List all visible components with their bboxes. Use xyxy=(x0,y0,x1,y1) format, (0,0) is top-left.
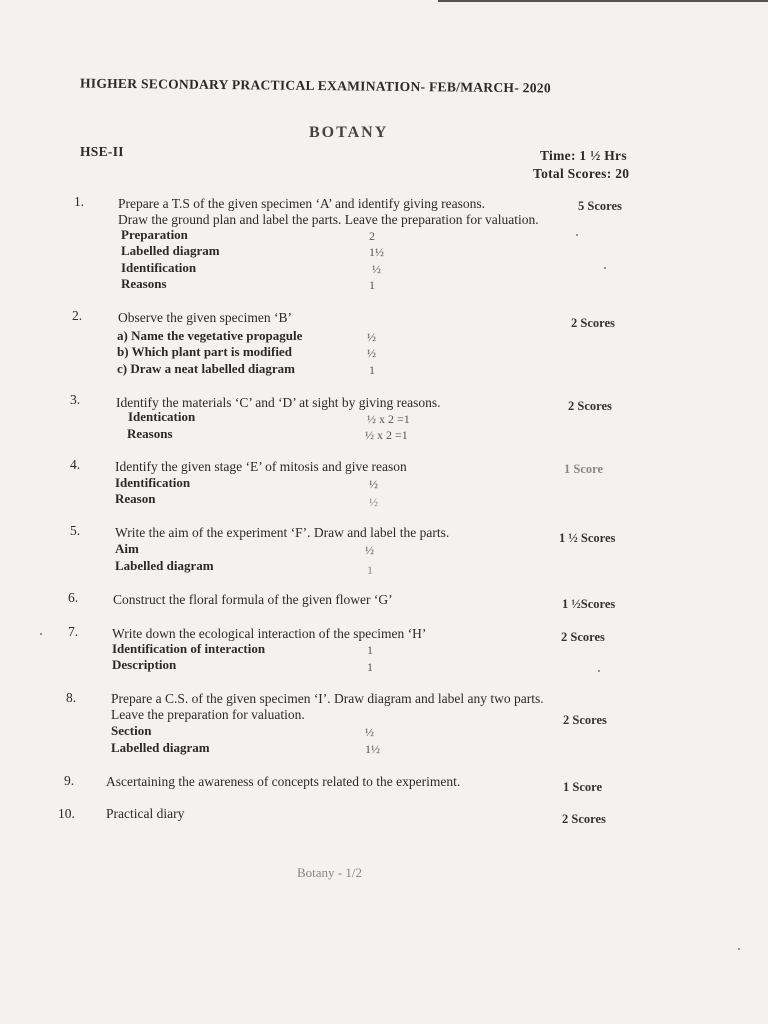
scoring-mark: 1 xyxy=(367,660,373,674)
paper-code: HSE-II xyxy=(80,144,124,159)
question-text: Prepare a T.S of the given specimen ‘A’ and identify giving reasons. xyxy=(118,196,486,211)
scoring-item: Description xyxy=(112,657,177,672)
scan-speck xyxy=(598,670,600,672)
time-allowed: Time: 1 ½ Hrs xyxy=(540,148,627,163)
question-number: 8. xyxy=(66,690,77,705)
question-score: 1 Score xyxy=(563,780,602,794)
scoring-item: Reason xyxy=(115,491,156,506)
scoring-item: c) Draw a neat labelled diagram xyxy=(117,361,296,376)
scoring-item: Labelled diagram xyxy=(121,243,220,258)
question-text: Prepare a C.S. of the given specimen ‘I’. Draw diagram and label any two parts. xyxy=(111,691,544,706)
question-text: Identify the given stage ‘E’ of mitosis and give reason xyxy=(115,459,407,474)
scan-edge-line xyxy=(438,0,768,2)
scan-speck xyxy=(576,234,578,236)
question-score: 2 Scores xyxy=(562,812,606,826)
scoring-mark: ½ xyxy=(369,495,378,509)
scoring-mark: 1½ xyxy=(365,742,380,756)
scoring-mark: 1 xyxy=(367,643,373,657)
scoring-mark: ½ xyxy=(365,543,374,557)
question-number: 9. xyxy=(64,773,75,788)
question-score: 1 ½ Scores xyxy=(559,531,616,545)
scoring-mark: 1 xyxy=(369,278,375,292)
scoring-item: Labelled diagram xyxy=(115,558,214,573)
question-text: Identify the materials ‘C’ and ‘D’ at sight by giving reasons. xyxy=(116,395,441,410)
scoring-item: Reasons xyxy=(121,276,167,291)
question-text: Write the aim of the experiment ‘F’. Draw and label the parts. xyxy=(115,525,450,540)
subject-title: BOTANY xyxy=(309,124,389,141)
question-text: Construct the floral formula of the given flower ‘G’ xyxy=(113,592,393,607)
scoring-item: Identication xyxy=(128,409,196,424)
scan-speck xyxy=(40,633,42,635)
scoring-item: Preparation xyxy=(121,227,188,242)
scoring-mark: ½ xyxy=(369,477,378,491)
question-text: Practical diary xyxy=(106,806,185,821)
scoring-mark: 1½ xyxy=(369,245,384,259)
scoring-item: Labelled diagram xyxy=(111,740,210,755)
scoring-item: Identification of interaction xyxy=(112,641,266,656)
question-number: 5. xyxy=(70,523,81,538)
scoring-item: a) Name the vegetative propagule xyxy=(117,328,303,343)
scoring-mark: ½ x 2 =1 xyxy=(365,428,408,442)
question-number: 3. xyxy=(70,392,81,407)
question-text: Observe the given specimen ‘B’ xyxy=(118,310,292,325)
page-footer: Botany - 1/2 xyxy=(297,865,362,880)
scoring-item: Identification xyxy=(115,475,191,490)
question-score: 2 Scores xyxy=(563,713,607,727)
question-number: 7. xyxy=(68,624,79,639)
question-number: 4. xyxy=(70,457,81,472)
question-text: Leave the preparation for valuation. xyxy=(111,707,305,722)
scoring-item: Reasons xyxy=(127,426,173,441)
question-score: 1 Score xyxy=(564,462,603,476)
scoring-item: Aim xyxy=(115,541,139,556)
question-text: Ascertaining the awareness of concepts related to the experiment. xyxy=(106,774,461,789)
total-scores: Total Scores: 20 xyxy=(533,166,630,181)
question-number: 6. xyxy=(68,590,79,605)
question-text: Write down the ecological interaction of the specimen ‘H’ xyxy=(112,626,427,641)
question-score: 2 Scores xyxy=(561,630,605,644)
scoring-mark: ½ x 2 =1 xyxy=(367,412,410,426)
scoring-mark: ½ xyxy=(367,330,376,344)
scoring-item: Identification xyxy=(121,260,197,275)
scoring-mark: ½ xyxy=(372,262,381,276)
question-text: Draw the ground plan and label the parts. Leave the preparation for valuation. xyxy=(118,212,539,227)
question-number: 10. xyxy=(58,806,75,821)
scoring-item: b) Which plant part is modified xyxy=(117,344,292,359)
scoring-mark: ½ xyxy=(367,346,376,360)
scoring-item: Section xyxy=(111,723,152,738)
question-score: 2 Scores xyxy=(568,399,612,413)
scoring-mark: ½ xyxy=(365,725,374,739)
question-number: 1. xyxy=(74,194,85,209)
question-score: 1 ½Scores xyxy=(562,597,616,611)
question-score: 2 Scores xyxy=(571,316,615,330)
scoring-mark: 2 xyxy=(369,229,375,243)
scan-speck xyxy=(738,948,740,950)
question-number: 2. xyxy=(72,308,83,323)
exam-title: HIGHER SECONDARY PRACTICAL EXAMINATION- FEB/MARCH- 2020 xyxy=(79,75,551,96)
scoring-mark: 1 xyxy=(367,563,373,577)
scan-speck xyxy=(604,267,606,269)
question-score: 5 Scores xyxy=(578,199,622,213)
scoring-mark: 1 xyxy=(369,363,375,377)
